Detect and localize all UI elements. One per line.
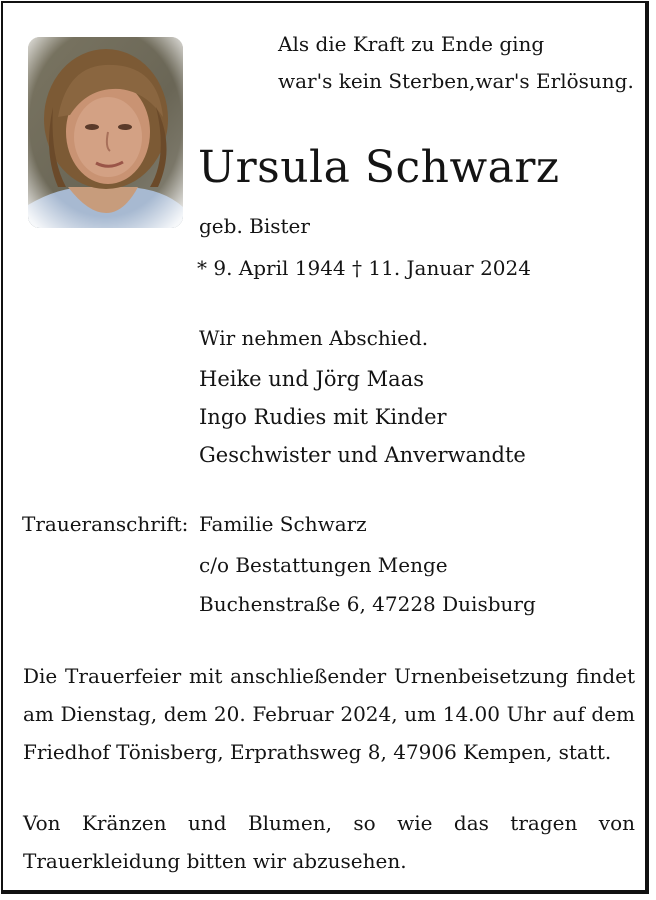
ceremony-line: Friedhof Tönisberg, Erprathsweg 8, 47906 Kempen, statt. <box>23 740 612 764</box>
mourner-line: Geschwister und Anverwandte <box>199 443 526 467</box>
address-label: Traueranschrift: <box>22 512 189 536</box>
address-line: Familie Schwarz <box>199 512 367 536</box>
mourner-line: Heike und Jörg Maas <box>199 367 424 391</box>
quote-line-1: Als die Kraft zu Ende ging <box>278 32 545 56</box>
portrait-photo <box>28 37 183 228</box>
portrait-image <box>28 37 183 228</box>
life-dates: * 9. April 1944 † 11. Januar 2024 <box>197 256 531 280</box>
flowers-line: Von Kränzen und Blumen, so wie das tragen von <box>23 811 635 835</box>
flowers-line: Trauerkleidung bitten wir abzusehen. <box>23 849 407 873</box>
address-line: Buchenstraße 6, 47228 Duisburg <box>199 592 536 616</box>
maiden-name: geb. Bister <box>199 214 310 238</box>
deceased-name: Ursula Schwarz <box>198 142 560 193</box>
farewell-intro: Wir nehmen Abschied. <box>199 326 429 350</box>
ceremony-line: am Dienstag, dem 20. Februar 2024, um 14.00 Uhr auf dem <box>23 702 635 726</box>
address-line: c/o Bestattungen Menge <box>199 553 448 577</box>
mourner-line: Ingo Rudies mit Kinder <box>199 405 447 429</box>
ceremony-line: Die Trauerfeier mit anschließender Urnenbeisetzung findet <box>23 664 635 688</box>
quote-line-2: war's kein Sterben,war's Erlösung. <box>278 69 634 93</box>
